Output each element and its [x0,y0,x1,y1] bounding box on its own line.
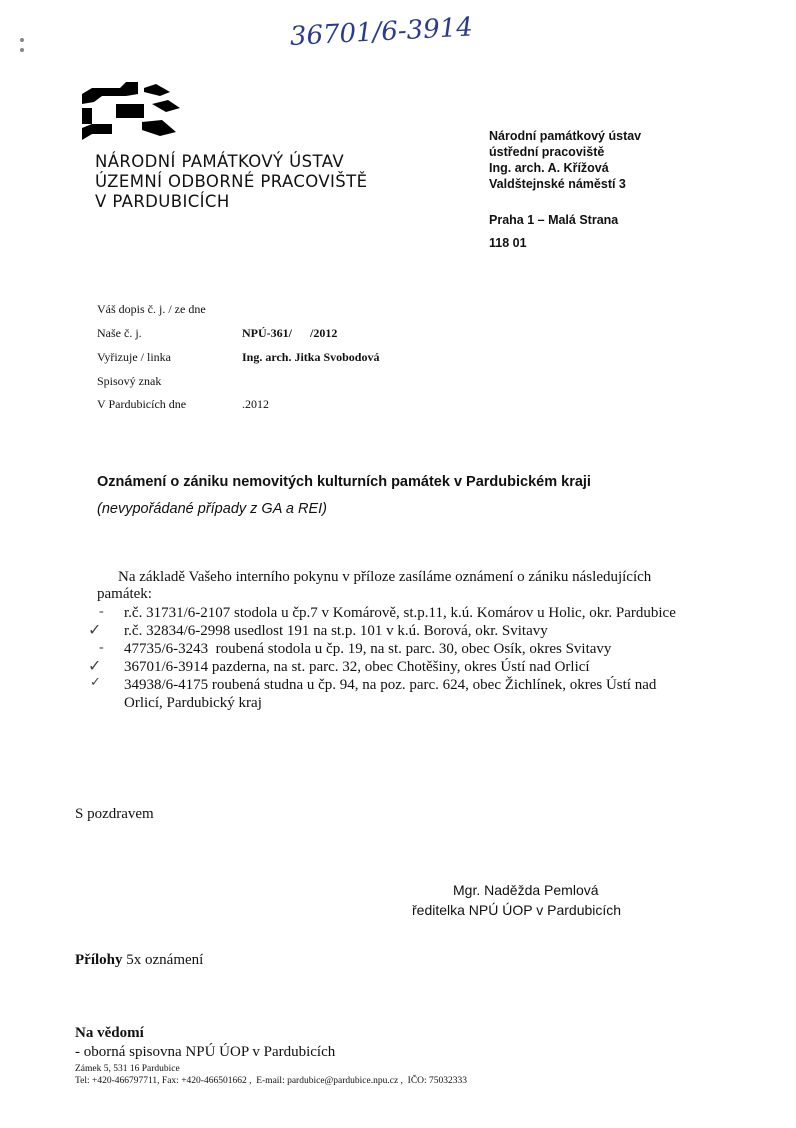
npu-logo-icon [80,82,184,140]
logo-line-1: NÁRODNÍ PAMÁTKOVÝ ÚSTAV [95,152,345,171]
signature-title: ředitelka NPÚ ÚOP v Pardubicích [412,902,622,918]
our-ref-value: NPÚ-361/ /2012 [242,326,338,340]
list-item: r.č. 31731/6-2107 stodola u čp.7 v Komárově, st.p.11, k.ú. Komárov u Holic, okr. Pardubice [124,605,676,621]
your-letter-label: Váš dopis č. j. / ze dne [97,302,206,316]
check-mark-icon: ✓ [90,675,101,690]
signature-name: Mgr. Naděžda Pemlová [453,882,599,898]
date-label: V Pardubicích dne [97,397,187,411]
recipient-line-5: Praha 1 – Malá Strana [489,213,619,227]
list-item: 47735/6-3243 roubená stodola u čp. 19, na st. parc. 30, obec Osík, okres Svitavy [124,641,612,657]
logo-line-2: ÚZEMNÍ ODBORNÉ PRACOVIŠTĚ [95,172,368,191]
greeting: S pozdravem [75,806,154,822]
body-intro-continued: památek: [97,586,152,602]
recipient-line-4: Valdštejnské náměstí 3 [489,177,626,191]
cc-value: - oborná spisovna NPÚ ÚOP v Pardubicích [75,1044,336,1060]
attachments [75,951,203,969]
attachments-label: Přílohy [75,952,123,968]
check-mark-icon: ✓ [88,620,102,639]
recipient-line-2: ústřední pracoviště [489,145,605,159]
recipient-line-6: 118 01 [489,236,527,250]
handled-by-label: Vyřizuje / linka [97,350,171,364]
attachments-value: 5x oznámení [126,952,204,968]
handled-by-value: Ing. arch. Jitka Svobodová [242,350,380,364]
list-item: 36701/6-3914 pazderna, na st. parc. 32, obec Chotěšiny, okres Ústí nad Orlicí [124,659,590,675]
file-code-label: Spisový znak [97,374,162,388]
logo-text [95,152,368,212]
logo-line-3: V PARDUBICÍCH [95,192,230,211]
punch-mark [20,38,24,42]
footer-address: Zámek 5, 531 16 Pardubice [75,1064,180,1074]
punch-mark [20,48,24,52]
date-value: .2012 [242,397,269,411]
check-mark-icon: ✓ [88,656,102,675]
list-bullet: - [99,640,104,655]
list-item: 34938/6-4175 roubená studna u čp. 94, na poz. parc. 624, obec Žichlínek, okres Ústí nad [124,677,657,693]
our-ref-label: Naše č. j. [97,326,142,340]
subject-subtitle: (nevypořádané případy z GA a REI) [97,501,327,517]
recipient-line-1: Národní památkový ústav [489,129,642,143]
subject-title: Oznámení o zániku nemovitých kulturních památek v Pardubickém kraji [97,474,591,490]
list-bullet: - [99,604,104,619]
footer-contacts: Tel: +420-466797711, Fax: +420-466501662 , E-mail: pardubice@pardubice.npu.cz , IČO: 75032333 [75,1076,468,1086]
cc-label: Na vědomí [75,1025,144,1041]
list-item-continued: Orlicí, Pardubický kraj [124,695,262,711]
recipient-address [489,128,641,192]
recipient-city [489,212,618,251]
body-intro: Na základě Vašeho interního pokynu v příloze zasíláme oznámení o zániku následujících [118,569,652,585]
list-item: r.č. 32834/6-2998 usedlost 191 na st.p. 101 v k.ú. Borová, okr. Svitavy [124,623,548,639]
recipient-line-3: Ing. arch. A. Křížová [489,161,609,175]
handwritten-reference: 36701/6-3914 [289,12,474,52]
